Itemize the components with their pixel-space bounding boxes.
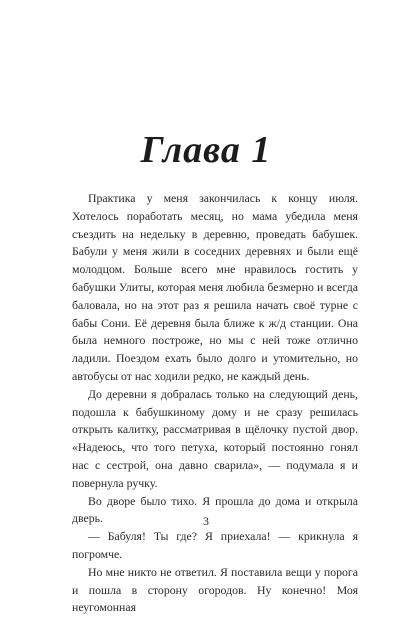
paragraph: До деревни я добралась только на следующий день, подошла к бабушкиному дому и не сразу решилась открыть калитку, рассматривая в щёлочку пустой двор. «Надеюсь, что того петуха, который постоянно гонял нас с сестрой, она давно сварила», — подумала я и повернула ручку. [72, 386, 358, 490]
paragraph: Но мне никто не ответил. Я поставила вещи у порога и пошла в сторону огородов. Ну конечно! Моя неугомонная [72, 564, 358, 615]
body-text [72, 190, 358, 617]
chapter-title: Глава 1 [140, 129, 272, 171]
page-number: 3 [203, 514, 209, 528]
paragraph: Во дворе было тихо. Я прошла до дома и открыла дверь. [72, 493, 358, 526]
paragraph: — Бабуля! Ты где? Я приехала! — крикнула я погромче. [72, 529, 358, 561]
paragraph: Практика у меня закончилась к концу июля. Хотелось поработать месяц, но мама убедила меня съездить на недельку в деревню, проведать бабушек. Бабули у меня жили в соседних деревнях и были ещё молодцом. Больше всего мне нравилось гостить у бабушки Улиты, которая меня любила безмерно и всегда баловала, но на этот раз я решила начать своё турне с бабы Сони. Её деревня была ближе к ж/д станции. Она была немного построже, но мы с ней тоже отлично ладили. Поездом ехать было долго и утомительно, но автобусы от нас ходили редко, не каждый день. [72, 191, 358, 383]
